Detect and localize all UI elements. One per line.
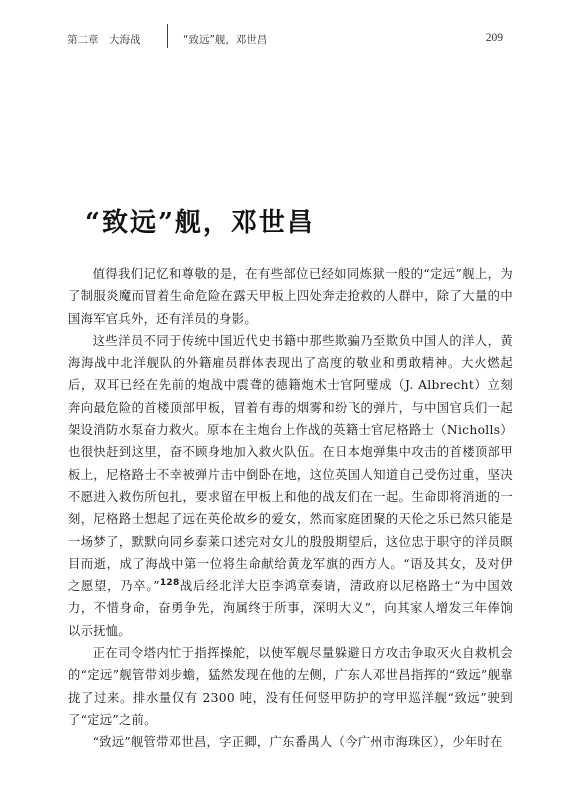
- section-title: “致远”舰，邓世昌: [85, 208, 315, 239]
- header-section-title: “致远”舰，邓世昌: [183, 34, 268, 46]
- page-number: 209: [485, 32, 503, 44]
- footnote-marker[interactable]: 128: [159, 578, 180, 589]
- paragraph-4: “致远”舰管带邓世昌，字正卿，广东番禺人（今广州市海珠区），少年时在: [92, 735, 503, 750]
- paragraph-2-text: 这些洋员不同于传统中国近代史书籍中那些欺骗乃至欺负中国人的洋人，黄海海战中北洋舰队的外籍雇员群体表现出了高度的敬业和勇敢精神。大火燃起后，双耳已经在先前的炮战中震聋的德籍炮术士官阿璧成（J. Albrecht）立刻奔向最危险的首楼顶部甲板，冒着有毒的烟雾和纷飞的弹片，与中国官兵们一起架设消防水泵奋力救火。原本在主炮台上作战的英籍士官尼格路士（Nicholls）也很快赶到这里，奋不顾身地加入救火队伍。在日本炮弹集中攻击的首楼顶部甲板上，尼格路士不幸被弹片击中倒卧在地，这位英国人知道自己受伤过重，坚决不愿进入救伤所包扎，要求留在甲板上和他的战友们在一起。生命即将消逝的一刻，尼格路士想起了远在英伦故乡的爱女，然而家庭团聚的天伦之乐已然只能是一场梦了，默默向同乡泰莱口述完对女儿的殷殷期望后，这位忠于职守的洋员瞑目而逝，成了海战中第一位将生命献给黄龙军旗的西方人。“语及其女，及对伊之愿望，乃卒。”: [68, 333, 513, 594]
- paragraph-1: 值得我们记忆和尊敬的是，在有些部位已经如同炼狱一般的“定远”舰上，为了制服炎魔而冒着生命危险在露天甲板上四处奔走抢救的人群中，除了大量的中国海军官兵外，还有洋员的身影。: [68, 267, 513, 326]
- paragraph-2: [68, 330, 513, 642]
- body-text: [68, 263, 513, 754]
- paragraph-2-text-continued: 战后经北洋大臣李鸿章奏请，清政府以尼格路士“为中国效力，不惜身命，奋勇争先，洵属终于所事，深明大义”，向其家人增发三年俸饷以示抚恤。: [68, 579, 513, 638]
- header-chapter: 第二章 大海战: [67, 34, 141, 46]
- header-divider: [167, 24, 168, 48]
- running-header: [0, 0, 567, 70]
- paragraph-3: 正在司令塔内忙于指挥操舵，以使军舰尽量躲避日方攻击争取灭火自救机会的“定远”舰管带刘步蟾，猛然发现在他的左侧，广东人邓世昌指挥的“致远”舰靠拢了过来。排水量仅有 2300 吨，没有任何竖甲防护的穹甲巡洋舰“致远”驶到了“定远”之前。: [68, 646, 513, 727]
